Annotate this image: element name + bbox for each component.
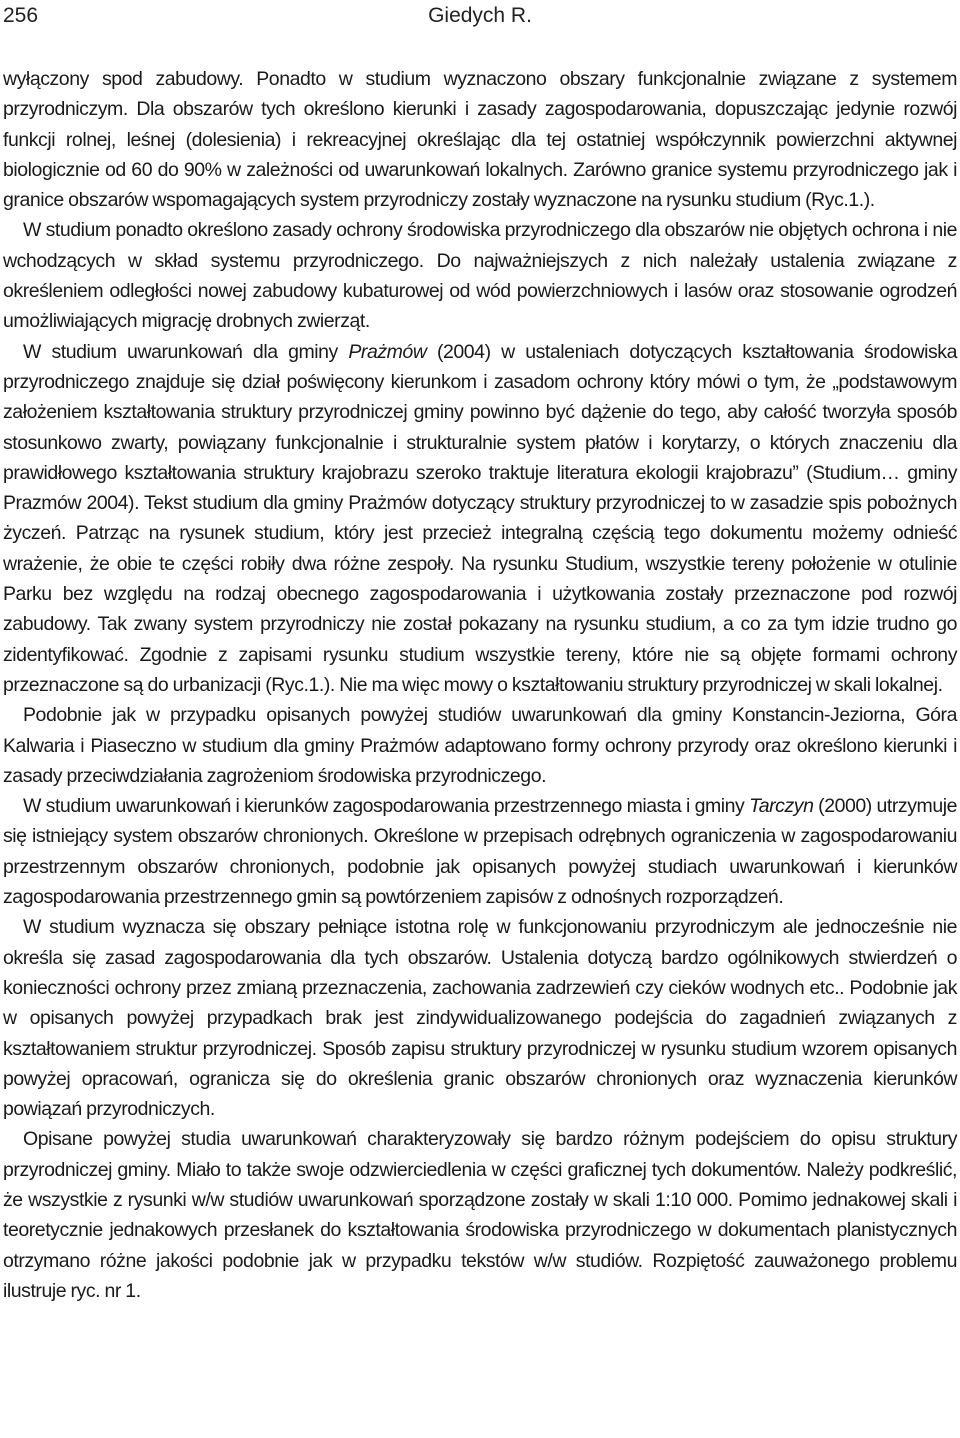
page-header bbox=[0, 2, 960, 36]
running-title: Giedych R. bbox=[428, 4, 532, 27]
paragraph-3-text-start: W studium uwarunkowań dla gminy bbox=[23, 340, 349, 363]
paragraph-1: wyłączony spod zabudowy. Ponadto w studium wyznaczono obszary funkcjonalnie związane z systemem przyrodniczym. Dla obszarów tych określono kierunki i zasady zagospodarowania, dopuszczając jedynie rozwój funkcji rolnej, leśnej (dolesienia) i rekreacyjnej określając dla tej ostatniej współczynnik powierzchni aktywnej biologicznie od 60 do 90% w zależności od uwarunkowań lokalnych. Zarówno granice systemu przyrodniczego jak i granice obszarów wspomagających system przyrodniczy zostały wyznaczone na rysunku studium (Ryc.1.). bbox=[3, 68, 957, 212]
paragraph-6: W studium wyznacza się obszary pełniące istotna rolę w funkcjonowaniu przyrodniczym ale jednocześnie nie określa się zasad zagospodarowania dla tych obszarów. Ustalenia dotyczą bardzo ogólnikowych stwierdzeń o konieczności ochrony przez zmianą przeznaczenia, zachowania zadrzewień czy cieków wodnych etc.. Podobnie jak w opisanych powyżej przypadkach brak jest zindywidualizowanego podejścia do zagadnień związanych z kształtowaniem struktur przyrodniczej. Sposób zapisu struktury przyrodniczej w rysunku studium wzorem opisanych powyżej opracowań, ogranicza się do określenia granic obszarów chronionych oraz wyznaczenia kierunków powiązań przyrodniczych. bbox=[3, 916, 957, 1121]
paragraph-7: Opisane powyżej studia uwarunkowań charakteryzowały się bardzo różnym podejściem do opisu struktury przyrodniczej gminy. Miało to także swoje odzwierciedlenia w części graficznej tych dokumentów. Należy podkreślić, że wszystkie z rysunki w/w studiów uwarunkowań sporządzone zostały w skali 1:10 000. Pomimo jednakowej skali i teoretycznie jednakowych przesłanek do kształtowania środowiska przyrodniczego w dokumentach planistycznych otrzymano różne jakości podobnie jak w przypadku tekstów w/w studiów. Rozpiętość zauważonego problemu ilustruje ryc. nr 1. bbox=[3, 1128, 957, 1302]
paragraph-4: Podobnie jak w przypadku opisanych powyżej studiów uwarunkowań dla gminy Konstancin-Jeziorna, Góra Kalwaria i Piaseczno w studium dla gminy Prażmów adaptowano formy ochrony przyrody oraz określono kierunki i zasady przeciwdziałania zagrożeniom środowiska przyrodniczego. bbox=[3, 704, 957, 787]
paragraph-5-italic-name: Tarczyn bbox=[749, 795, 814, 818]
paragraph-5 bbox=[3, 791, 957, 912]
page-number: 256 bbox=[3, 4, 39, 27]
paragraph-3 bbox=[3, 337, 957, 701]
paragraph-5-text-start: W studium uwarunkowań i kierunków zagospodarowania przestrzennego miasta i gminy bbox=[23, 795, 750, 818]
paragraph-5-text-end: (2000) utrzymuje się istniejący system obszarów chronionych. Określone w przepisach odrębnych ograniczenia w zagospodarowaniu przestrzennym obszarów chronionych, podobnie jak opisanych powyżej studiach uwarunkowań i kierunków zagospodarowania przestrzennego gmin są powtórzeniem zapisów z odnośnych rozporządzeń. bbox=[3, 795, 958, 909]
paragraph-3-italic-name: Prażmów bbox=[348, 340, 427, 363]
paragraph-3-text-end: (2004) w ustaleniach dotyczących kształtowania środowiska przyrodniczego znajduje się dział poświęcony kierunkom i zasadom ochrony który mówi o tym, że „podstawowym założeniem kształtowania struktury przyrodniczej gminy powinno być dążenie do tego, aby całość tworzyła sposób stosunkowo zwarty, powiązany funkcjonalnie i strukturalnie system płatów i korytarzy, o których znaczeniu dla prawidłowego kształtowania struktury krajobrazu szeroko traktuje literatura ekologii krajobrazu” (Studium… gminy Prazmów 2004). Tekst studium dla gminy Prażmów dotyczący struktury przyrodniczej to w zasadzie spis pobożnych życzeń. Patrząc na rysunek studium, który jest przecież integralną częścią tego dokumentu możemy odnieść wrażenie, że obie te części robiły dwa różne zespoły. Na rysunku Studium, wszystkie tereny położenie w otulinie Parku bez względu na rodzaj obecnego zagospodarowania i użytkowania zostały przeznaczone pod rozwój zabudowy. Tak zwany system przyrodniczy nie został pokazany na rysunku studium, a co za tym idzie trudno go zidentyfikować. Zgodnie z zapisami rysunku studium wszystkie tereny, które nie są objęte formami ochrony przeznaczone są do urbanizacji (Ryc.1.). Nie ma więc mowy o kształtowaniu struktury przyrodniczej w skali lokalnej. bbox=[3, 340, 957, 696]
body-text bbox=[3, 64, 957, 1306]
paragraph-2: W studium ponadto określono zasady ochrony środowiska przyrodniczego dla obszarów nie objętych ochrona i nie wchodzących w skład systemu przyrodniczego. Do najważniejszych z nich należały ustalenia związane z określeniem odległości nowej zabudowy kubaturowej od wód powierzchniowych i lasów oraz stosowanie ogrodzeń umożliwiających migrację drobnych zwierząt. bbox=[3, 219, 957, 333]
